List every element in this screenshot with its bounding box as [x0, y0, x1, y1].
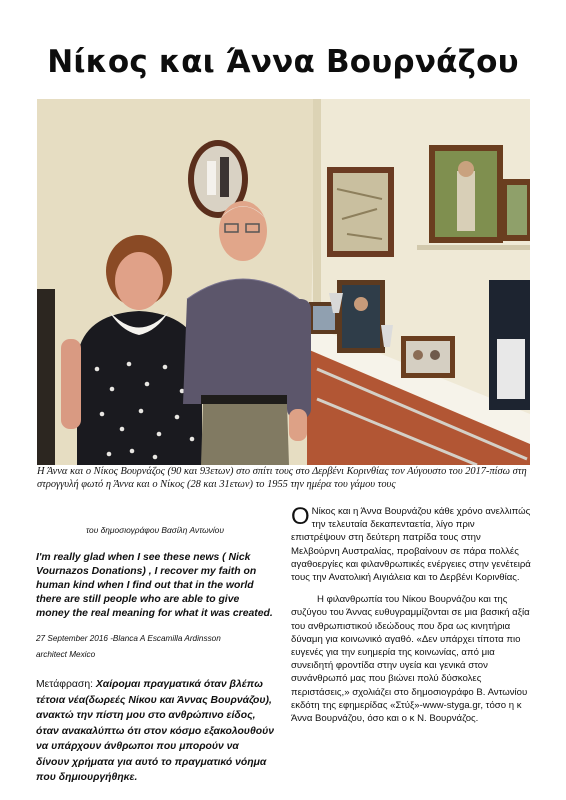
translation-paragraph: [36, 677, 274, 786]
drop-cap: Ο: [291, 503, 310, 530]
photo-illustration: [37, 99, 530, 465]
english-quote: I'm really glad when I see these news ( Nick Vournazos Donations) , I recover my faith on human kind when I find out that in the world there are still people who are able to give money the real meaning for what it was created.: [36, 552, 273, 619]
right-column: [291, 505, 531, 725]
article-paragraph-2: Η φιλανθρωπία του Νίκου Βουρνάζου και της συζύγου του Άννας ευθυγραμμίζονται σε μια βασική αξία του ανθρωπιστικού ιδεώδους που δρα ως κινητήρια δύναμη για κοινωνικό αγαθό. «Δεν υπάρχει τίποτα πιο ευγενές για την ευημερία της κοινωνίας, από μια συνειδητή φροντίδα στην υγεία και γενικά στον συνάνθρωπό μας που βιώνει πολύ δύσκολες περιστάσεις,» σχολιάζει στο δημοσιογράφο Β. Αντωνίου εκδότη της εφημερίδας «Στύξ»-www-styga.gr, τόσο η κ Άννα Βουρνάζου, όσο και ο κ Ν. Βουρνάζος.: [291, 594, 530, 725]
page-title: Νίκος και Άννα Βουρνάζου: [47, 44, 519, 80]
translation-label: Μετάφραση:: [36, 679, 96, 690]
quote-signature-role: architect Mexico: [36, 650, 96, 659]
left-column: [36, 525, 274, 786]
paragraph-1-text: Νίκος και η Άννα Βουρνάζου κάθε χρόνο ανελλιπώς την τελευταία δεκαπενταετία, λίγο πριν επιστρέψουν στη δεύτερη πατρίδα τους στην Μελβούρνη Αυστραλίας, προβαίνουν σε πάρα πολλές αγαθοεργίες και φιλανθρωπικές ενέργειες στην γενέτειρά τους την Ανατολική Αιγιάλεια και το Δερβένι Κορινθίας.: [291, 506, 531, 584]
couple-photo: [37, 99, 530, 465]
translation-text: Χαίρομαι πραγματικά όταν βλέπω τέτοια νέα(δωρεές Νίκου και Άννας Βουρνάζου), ανακτώ την πίστη μου στο ανθρώπινο είδος, όταν ανακαλύπτω ότι στον κόσμο εξακολουθούν να υπάρχουν άνθρωποι που μπορούν να δίνουν χρήματα για αυτό το πραγματικό νόημα που δημιουργήθηκε.: [36, 679, 275, 783]
byline: του δημοσιογράφου Βασίλη Αντωνίου: [86, 525, 224, 535]
quote-signature-date: 27 September 2016 -Blanca A Escamilla Ardinsson: [36, 634, 221, 643]
article-paragraph-1: [291, 505, 531, 584]
photo-caption: Η Άννα και ο Νίκος Βουρνάζος (90 και 93ετων) στο σπίτι τους στο Δερβένι Κορινθίας τον Αύγουστο του 2017-πίσω στη στρογγυλή φωτό η Άννα και ο Νίκος (28 και 31ετων) το 1955 την ημέρα του γάμου τους: [37, 466, 527, 490]
